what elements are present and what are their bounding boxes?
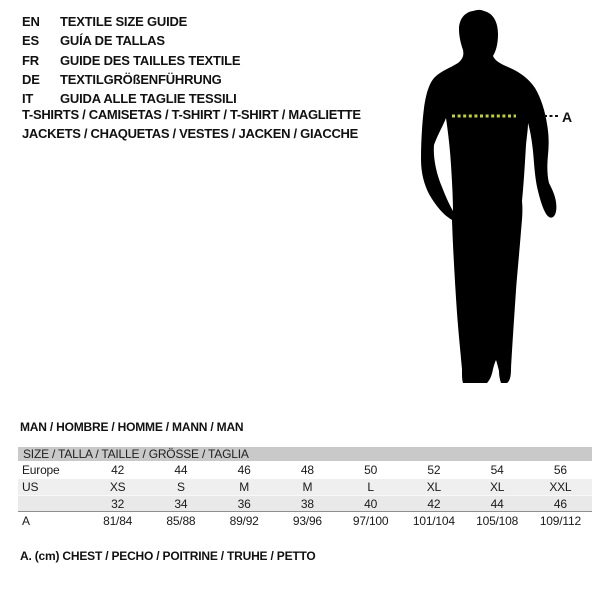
- language-row: [22, 31, 240, 50]
- cell: 97/100: [352, 513, 389, 528]
- language-title: GUIDA ALLE TAGLIE TESSILI: [60, 91, 237, 107]
- cell: 46: [553, 496, 567, 511]
- cell: 42: [427, 496, 441, 511]
- measurement-footnote: A. (cm) CHEST / PECHO / POITRINE / TRUHE / PETTO: [20, 549, 316, 563]
- row-label: Europe: [22, 463, 60, 477]
- language-row: [22, 12, 240, 31]
- language-title: GUÍA DE TALLAS: [60, 33, 165, 49]
- language-title: TEXTILE SIZE GUIDE: [60, 14, 188, 30]
- language-code: EN: [22, 14, 40, 30]
- category-jackets: JACKETS / CHAQUETAS / VESTES / JACKEN / GIACCHE: [22, 126, 358, 141]
- language-code: FR: [22, 52, 39, 68]
- cell: 44: [174, 463, 188, 477]
- cell: 38: [300, 496, 314, 511]
- cell: 36: [237, 496, 251, 511]
- cell: L: [367, 480, 374, 494]
- row-label: A: [22, 513, 30, 528]
- man-silhouette-figure: [395, 5, 600, 395]
- cell: 40: [364, 496, 378, 511]
- cell: 81/84: [103, 513, 133, 528]
- cell: 89/92: [229, 513, 259, 528]
- cell: 32: [111, 496, 125, 511]
- cell: 48: [300, 463, 314, 477]
- language-row: [22, 70, 240, 89]
- table-row-alt-sizes: [18, 496, 592, 511]
- cell: XS: [109, 480, 126, 494]
- table-row-us: [18, 479, 592, 496]
- cell: M: [239, 480, 250, 494]
- cell: 42: [111, 463, 125, 477]
- language-title: TEXTILGRÖßENFÜHRUNG: [60, 72, 222, 88]
- table-row-europe: [18, 461, 592, 479]
- language-list: [22, 12, 240, 108]
- section-title-man: MAN / HOMBRE / HOMME / MANN / MAN: [20, 420, 244, 434]
- language-title: GUIDE DES TAILLES TEXTILE: [60, 52, 241, 68]
- cell: 44: [490, 496, 504, 511]
- cell: M: [302, 480, 313, 494]
- cell: XXL: [549, 480, 572, 494]
- man-silhouette-body: [421, 10, 556, 383]
- size-table: [18, 447, 592, 529]
- cell: 101/104: [412, 513, 455, 528]
- cell: S: [176, 480, 185, 494]
- row-label: US: [22, 480, 39, 494]
- size-table-header: SIZE / TALLA / TAILLE / GRÖSSE / TAGLIA: [18, 447, 592, 461]
- cell: 109/112: [539, 513, 581, 528]
- language-row: [22, 51, 240, 70]
- cell: 46: [237, 463, 251, 477]
- cell: 52: [427, 463, 441, 477]
- cell: 56: [553, 463, 567, 477]
- garment-category-list: [22, 105, 361, 143]
- category-tshirts: T-SHIRTS / CAMISETAS / T-SHIRT / T-SHIRT / MAGLIETTE: [22, 107, 361, 122]
- cell: XL: [426, 480, 442, 494]
- cell: 54: [490, 463, 504, 477]
- table-row-chest-cm: [18, 511, 592, 529]
- cell: 34: [174, 496, 188, 511]
- language-code: ES: [22, 33, 39, 49]
- cell: 85/88: [166, 513, 196, 528]
- cell: XL: [489, 480, 505, 494]
- cell: 105/108: [476, 513, 519, 528]
- measure-label-a: A: [562, 109, 573, 125]
- cell: 93/96: [292, 513, 322, 528]
- cell: 50: [364, 463, 378, 477]
- language-code: DE: [22, 72, 40, 88]
- language-code: IT: [22, 91, 34, 107]
- man-silhouette: [395, 5, 600, 395]
